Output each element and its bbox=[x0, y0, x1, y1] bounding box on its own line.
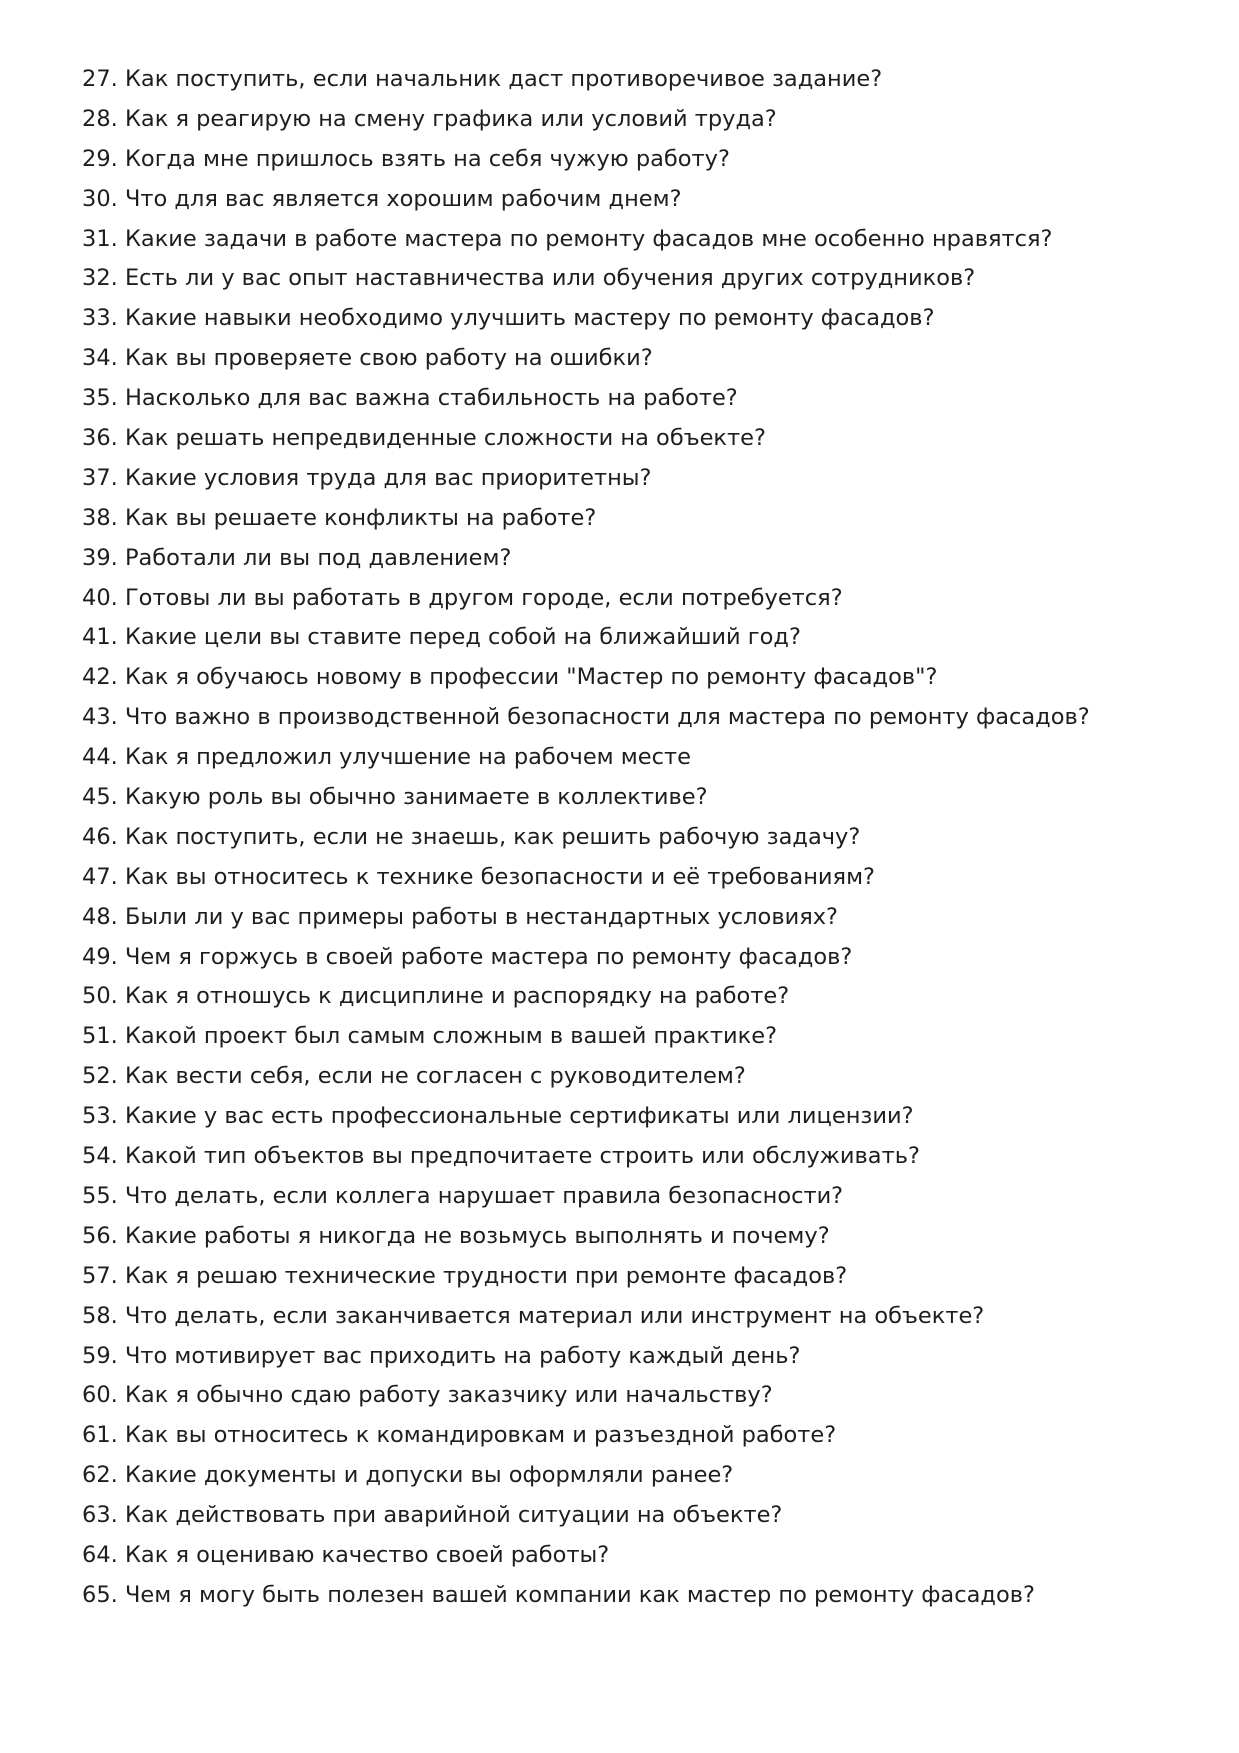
question-item bbox=[82, 898, 1182, 938]
question-item bbox=[82, 539, 1182, 579]
question-number: 63. bbox=[82, 1502, 118, 1529]
question-text: Насколько для вас важна стабильность на работе? bbox=[124, 385, 738, 412]
question-item bbox=[82, 698, 1182, 738]
question-item bbox=[82, 299, 1182, 339]
question-item bbox=[82, 259, 1182, 299]
question-text: Какую роль вы обычно занимаете в коллективе? bbox=[124, 784, 708, 811]
question-number: 49. bbox=[82, 943, 118, 970]
question-text: Как вы проверяете свою работу на ошибки? bbox=[124, 345, 653, 372]
question-number: 38. bbox=[82, 504, 118, 531]
question-item bbox=[82, 379, 1182, 419]
question-item bbox=[82, 938, 1182, 978]
question-number: 32. bbox=[82, 265, 118, 292]
question-list bbox=[82, 60, 1182, 1616]
question-text: Как я решаю технические трудности при ремонте фасадов? bbox=[124, 1262, 848, 1289]
question-text: Как вести себя, если не согласен с руководителем? bbox=[124, 1063, 746, 1090]
question-number: 37. bbox=[82, 464, 118, 491]
question-item bbox=[82, 818, 1182, 858]
question-item bbox=[82, 220, 1182, 260]
question-item bbox=[82, 459, 1182, 499]
question-text: Как вы решаете конфликты на работе? bbox=[124, 504, 597, 531]
question-number: 43. bbox=[82, 704, 118, 731]
question-item bbox=[82, 1496, 1182, 1536]
question-item bbox=[82, 499, 1182, 539]
question-text: Какие навыки необходимо улучшить мастеру по ремонту фасадов? bbox=[124, 305, 935, 332]
question-text: Как я оцениваю качество своей работы? bbox=[124, 1541, 610, 1568]
question-number: 56. bbox=[82, 1222, 118, 1249]
question-number: 51. bbox=[82, 1023, 118, 1050]
question-number: 50. bbox=[82, 983, 118, 1010]
question-item bbox=[82, 738, 1182, 778]
question-number: 47. bbox=[82, 863, 118, 890]
question-text: Были ли у вас примеры работы в нестандартных условиях? bbox=[124, 903, 838, 930]
question-number: 28. bbox=[82, 105, 118, 132]
question-number: 39. bbox=[82, 544, 118, 571]
question-item bbox=[82, 778, 1182, 818]
question-number: 64. bbox=[82, 1541, 118, 1568]
question-number: 44. bbox=[82, 744, 118, 771]
question-number: 27. bbox=[82, 66, 118, 92]
question-text: Что важно в производственной безопасности для мастера по ремонту фасадов? bbox=[124, 704, 1090, 731]
question-text: Как я отношусь к дисциплине и распорядку на работе? bbox=[124, 983, 790, 1010]
question-number: 35. bbox=[82, 385, 118, 412]
question-number: 57. bbox=[82, 1262, 118, 1289]
question-number: 40. bbox=[82, 584, 118, 611]
question-number: 29. bbox=[82, 145, 118, 172]
question-number: 52. bbox=[82, 1063, 118, 1090]
question-item bbox=[82, 1337, 1182, 1377]
question-number: 65. bbox=[82, 1581, 118, 1608]
question-number: 31. bbox=[82, 225, 118, 252]
question-number: 61. bbox=[82, 1422, 118, 1449]
question-number: 30. bbox=[82, 185, 118, 212]
question-text: Что делать, если заканчивается материал или инструмент на объекте? bbox=[124, 1302, 985, 1329]
question-text: Как я предложил улучшение на рабочем месте bbox=[124, 744, 691, 771]
question-text: Готовы ли вы работать в другом городе, если потребуется? bbox=[124, 584, 843, 611]
question-item bbox=[82, 858, 1182, 898]
question-text: Работали ли вы под давлением? bbox=[124, 544, 512, 571]
question-text: Какие задачи в работе мастера по ремонту фасадов мне особенно нравятся? bbox=[124, 225, 1053, 252]
question-item bbox=[82, 1217, 1182, 1257]
question-text: Какие цели вы ставите перед собой на ближайший год? bbox=[124, 624, 801, 651]
question-text: Что делать, если коллега нарушает правила безопасности? bbox=[124, 1182, 844, 1209]
question-text: Есть ли у вас опыт наставничества или обучения других сотрудников? bbox=[124, 265, 976, 292]
question-text: Как действовать при аварийной ситуации на объекте? bbox=[124, 1502, 783, 1529]
question-text: Когда мне пришлось взять на себя чужую работу? bbox=[124, 145, 730, 172]
question-text: Как я реагирую на смену графика или условий труда? bbox=[124, 105, 777, 132]
question-text: Какие у вас есть профессиональные сертификаты или лицензии? bbox=[124, 1103, 914, 1130]
question-number: 54. bbox=[82, 1143, 118, 1170]
question-text: Чем я могу быть полезен вашей компании как мастер по ремонту фасадов? bbox=[124, 1581, 1035, 1608]
question-number: 53. bbox=[82, 1103, 118, 1130]
question-text: Какие условия труда для вас приоритетны? bbox=[124, 464, 652, 491]
question-number: 48. bbox=[82, 903, 118, 930]
question-text: Как поступить, если начальник даст противоречивое задание? bbox=[124, 66, 883, 92]
question-text: Какой проект был самым сложным в вашей практике? bbox=[124, 1023, 778, 1050]
question-item bbox=[82, 1416, 1182, 1456]
question-item bbox=[82, 60, 1182, 100]
question-number: 42. bbox=[82, 664, 118, 691]
question-number: 60. bbox=[82, 1382, 118, 1409]
question-text: Что мотивирует вас приходить на работу каждый день? bbox=[124, 1342, 801, 1369]
question-text: Чем я горжусь в своей работе мастера по ремонту фасадов? bbox=[124, 943, 853, 970]
question-text: Что для вас является хорошим рабочим днем? bbox=[124, 185, 682, 212]
question-item bbox=[82, 658, 1182, 698]
question-number: 55. bbox=[82, 1182, 118, 1209]
question-number: 45. bbox=[82, 784, 118, 811]
question-number: 58. bbox=[82, 1302, 118, 1329]
question-text: Какой тип объектов вы предпочитаете строить или обслуживать? bbox=[124, 1143, 920, 1170]
question-item bbox=[82, 1057, 1182, 1097]
question-number: 46. bbox=[82, 823, 118, 850]
question-item bbox=[82, 579, 1182, 619]
question-item bbox=[82, 618, 1182, 658]
question-item bbox=[82, 1177, 1182, 1217]
question-item bbox=[82, 1137, 1182, 1177]
question-item bbox=[82, 1097, 1182, 1137]
question-item bbox=[82, 1017, 1182, 1057]
question-item bbox=[82, 1376, 1182, 1416]
question-item bbox=[82, 1576, 1182, 1616]
question-item bbox=[82, 140, 1182, 180]
question-number: 36. bbox=[82, 425, 118, 452]
question-text: Как я обычно сдаю работу заказчику или начальству? bbox=[124, 1382, 773, 1409]
question-item bbox=[82, 1257, 1182, 1297]
question-item bbox=[82, 180, 1182, 220]
question-text: Как вы относитесь к командировкам и разъездной работе? bbox=[124, 1422, 837, 1449]
question-item bbox=[82, 339, 1182, 379]
question-number: 41. bbox=[82, 624, 118, 651]
question-item bbox=[82, 1536, 1182, 1576]
question-number: 62. bbox=[82, 1462, 118, 1489]
question-item bbox=[82, 1456, 1182, 1496]
question-text: Какие документы и допуски вы оформляли ранее? bbox=[124, 1462, 734, 1489]
question-item bbox=[82, 1297, 1182, 1337]
question-number: 59. bbox=[82, 1342, 118, 1369]
question-text: Как я обучаюсь новому в профессии "Мастер по ремонту фасадов"? bbox=[124, 664, 938, 691]
question-item bbox=[82, 100, 1182, 140]
question-text: Как решать непредвиденные сложности на объекте? bbox=[124, 425, 766, 452]
question-number: 33. bbox=[82, 305, 118, 332]
question-text: Как вы относитесь к технике безопасности и её требованиям? bbox=[124, 863, 876, 890]
question-text: Какие работы я никогда не возьмусь выполнять и почему? bbox=[124, 1222, 830, 1249]
question-item bbox=[82, 419, 1182, 459]
question-number: 34. bbox=[82, 345, 118, 372]
question-text: Как поступить, если не знаешь, как решить рабочую задачу? bbox=[124, 823, 861, 850]
question-item bbox=[82, 977, 1182, 1017]
